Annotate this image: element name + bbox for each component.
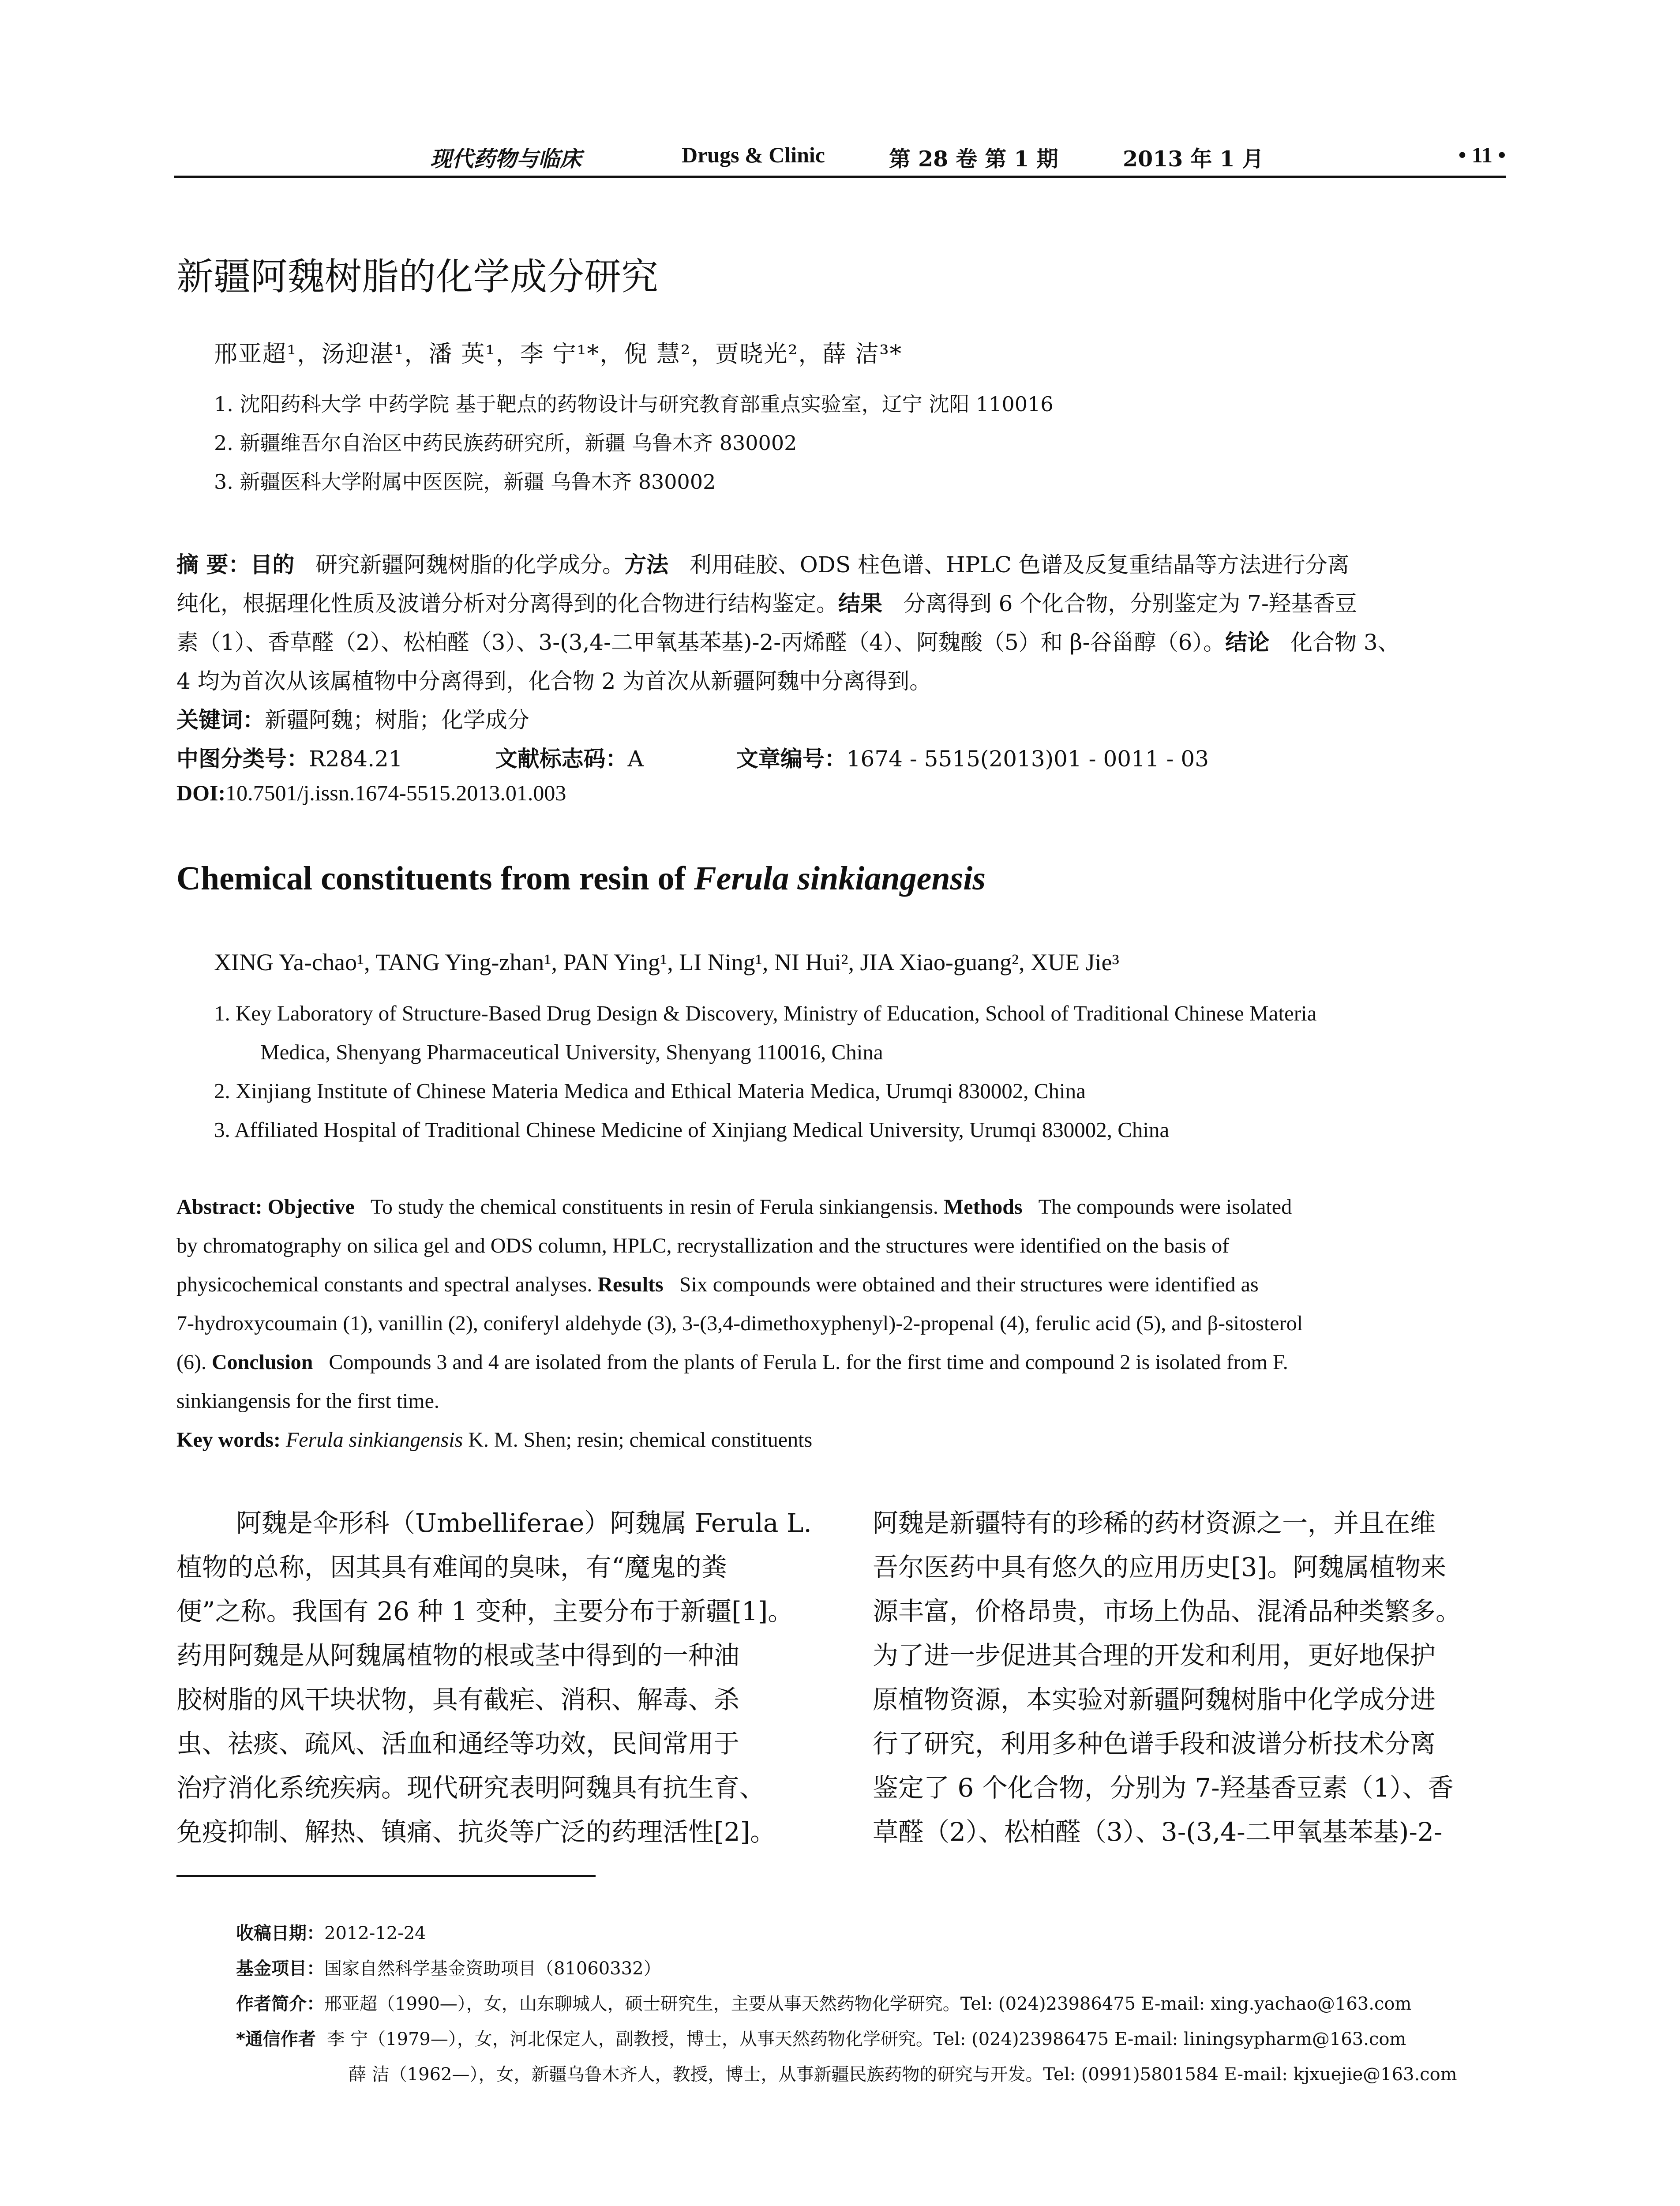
abstract-en-line-2: by chromatography on silica gel and ODS column, HPLC, recrystallization and the structures were identified on the basis of (176, 1234, 1230, 1257)
keywords-zh: 关键词：新疆阿魏；树脂；化学成分 (176, 707, 529, 733)
body-col1-line-4: 药用阿魏是从阿魏属植物的根或茎中得到的一种油 (176, 1640, 740, 1670)
authors-en: XING Ya-chao¹, TANG Ying-zhan¹, PAN Ying¹, LI Ning¹, NI Hui², JIA Xiao-guang², XUE Jie³ (214, 949, 1119, 975)
header-rule (174, 176, 1506, 178)
body-col2-line-8: 草醛（2）、松柏醛（3）、3-(3,4-二甲氧基苯基)-2- (873, 1817, 1443, 1847)
body-col1-line-5: 胶树脂的风干块状物，具有截疟、消积、解毒、杀 (176, 1685, 740, 1715)
body-col1-line-6: 虫、祛痰、疏风、活血和通经等功效，民间常用于 (176, 1729, 740, 1759)
abstract-zh-line-3: 素（1）、香草醛（2）、松柏醛（3）、3-(3,4-二甲氧基苯基)-2-丙烯醛（4）、阿魏酸（5）和 β-谷甾醇（6）。结论 化合物 3、 (176, 630, 1400, 655)
journal-name-en: Drugs & Clinic (682, 143, 825, 167)
abstract-en-line-4: 7-hydroxycoumain (1), vanillin (2), coniferyl aldehyde (3), 3-(3,4-dimethoxyphenyl)-2-propenal (4), ferulic acid (5), and β-sitosterol (176, 1312, 1303, 1335)
abstract-zh-line-2: 纯化，根据理化性质及波谱分析对分离得到的化合物进行结构鉴定。结果 分离得到 6 个化合物，分别鉴定为 7-羟基香豆 (176, 591, 1357, 616)
title-en: Chemical constituents from resin of Ferula sinkiangensis (176, 860, 986, 897)
body-col2-line-7: 鉴定了 6 个化合物，分别为 7-羟基香豆素（1）、香 (873, 1773, 1454, 1803)
footnote-received: 收稿日期：2012-12-24 (236, 1923, 426, 1943)
journal-name-zh: 现代药物与临床 (430, 146, 582, 172)
footnote-rule (176, 1875, 596, 1877)
body-col2-line-1: 阿魏是新疆特有的珍稀的药材资源之一，并且在维 (873, 1508, 1436, 1538)
title-zh: 新疆阿魏树脂的化学成分研究 (176, 255, 659, 298)
abstract-zh-line-4: 4 均为首次从该属植物中分离得到，化合物 2 为首次从新疆阿魏中分离得到。 (176, 668, 932, 694)
affiliation-zh-2: 2. 新疆维吾尔自治区中药民族药研究所，新疆 乌鲁木齐 830002 (214, 431, 797, 455)
footnote-corresponding-2: 薛 洁（1962—），女，新疆乌鲁木齐人，教授，博士，从事新疆民族药物的研究与开发。Tel: (0991)5801584 E-mail: kjxuejie@163.com (349, 2064, 1457, 2085)
keywords-en: Key words: Ferula sinkiangensis K. M. Shen; resin; chemical constituents (176, 1428, 813, 1452)
affiliation-en-3: 3. Affiliated Hospital of Traditional Chinese Medicine of Xinjiang Medical University, Urumqi 830002, China (214, 1118, 1170, 1142)
classification-line: 中图分类号：R284.21 文献标志码：A 文章编号：1674 - 5515(2013)01 - 0011 - 03 (176, 746, 1209, 772)
abstract-en-line-3: physicochemical constants and spectral analyses. Results Six compounds were obtained and their structures were identified as (176, 1273, 1259, 1296)
body-col2-line-6: 行了研究，利用多种色谱手段和波谱分析技术分离 (873, 1729, 1436, 1759)
volume-issue: 第 28 卷 第 1 期 (889, 146, 1058, 172)
affiliation-en-2: 2. Xinjiang Institute of Chinese Materia Medica and Ethical Materia Medica, Urumqi 830002, China (214, 1079, 1086, 1103)
body-col1-line-3: 便”之称。我国有 26 种 1 变种，主要分布于新疆[1]。 (176, 1596, 794, 1626)
abstract-en-line-5: (6). Conclusion Compounds 3 and 4 are isolated from the plants of Ferula L. for the first time and compound 2 is isolated from F. (176, 1351, 1288, 1374)
authors-zh: 邢亚超¹，汤迎湛¹，潘 英¹，李 宁¹*，倪 慧²，贾晓光²，薛 洁³* (214, 341, 903, 368)
footnote-fund: 基金项目：国家自然科学基金资助项目（81060332） (236, 1958, 661, 1979)
body-col2-line-5: 原植物资源，本实验对新疆阿魏树脂中化学成分进 (873, 1685, 1436, 1715)
abstract-en-line-1: Abstract: Objective To study the chemical constituents in resin of Ferula sinkiangensis. Methods The compounds were isolated (176, 1195, 1292, 1219)
body-col1-line-1: 阿魏是伞形科（Umbelliferae）阿魏属 Ferula L. (236, 1508, 812, 1538)
footnote-author: 作者简介：邢亚超（1990—），女，山东聊城人，硕士研究生，主要从事天然药物化学研究。Tel: (024)23986475 E-mail: xing.yachao@163.com (236, 1994, 1412, 2014)
abstract-en-line-6: sinkiangensis for the first time. (176, 1389, 439, 1413)
affiliation-zh-3: 3. 新疆医科大学附属中医医院，新疆 乌鲁木齐 830002 (214, 470, 716, 494)
footnote-corresponding-1: *通信作者 李 宁（1979—），女，河北保定人，副教授，博士，从事天然药物化学研究。Tel: (024)23986475 E-mail: liningsypharm@163.com (236, 2029, 1406, 2049)
body-col2-line-3: 源丰富，价格昂贵，市场上伪品、混淆品种类繁多。 (873, 1596, 1462, 1626)
affiliation-en-1-cont: Medica, Shenyang Pharmaceutical University, Shenyang 110016, China (260, 1040, 883, 1064)
affiliation-en-1: 1. Key Laboratory of Structure-Based Drug Design & Discovery, Ministry of Education, School of Traditional Chinese Materia (214, 1001, 1317, 1025)
body-col2-line-2: 吾尔医药中具有悠久的应用历史[3]。阿魏属植物来 (873, 1552, 1447, 1582)
abstract-zh-line-1: 摘 要：目的 研究新疆阿魏树脂的化学成分。方法 利用硅胶、ODS 柱色谱、HPLC 色谱及反复重结晶等方法进行分离 (176, 552, 1350, 578)
body-col1-line-2: 植物的总称，因其具有难闻的臭味，有“魔鬼的粪 (176, 1552, 727, 1582)
body-col1-line-8: 免疫抑制、解热、镇痛、抗炎等广泛的药理活性[2]。 (176, 1817, 776, 1847)
body-col2-line-4: 为了进一步促进其合理的开发和利用，更好地保护 (873, 1640, 1436, 1670)
page-number: • 11 • (1458, 143, 1506, 167)
issue-date: 2013 年 1 月 (1123, 146, 1264, 172)
doi-line: DOI:10.7501/j.issn.1674-5515.2013.01.003 (176, 780, 566, 805)
body-col1-line-7: 治疗消化系统疾病。现代研究表明阿魏具有抗生育、 (176, 1773, 765, 1803)
affiliation-zh-1: 1. 沈阳药科大学 中药学院 基于靶点的药物设计与研究教育部重点实验室，辽宁 沈阳 110016 (214, 392, 1054, 416)
